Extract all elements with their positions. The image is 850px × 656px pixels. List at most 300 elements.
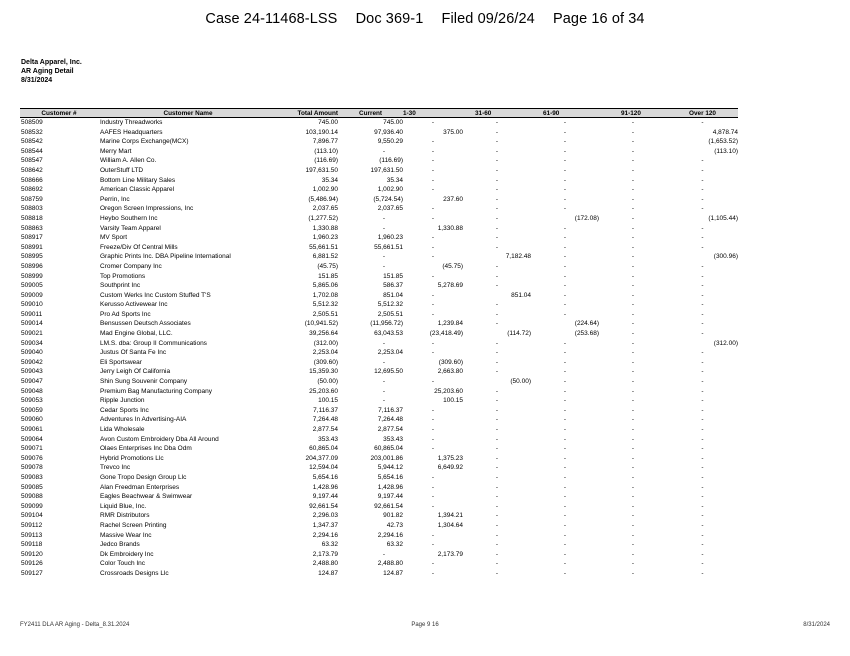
cell-91-120: - [631,358,635,366]
cell-91-120: - [631,253,635,261]
cell-91-120: - [631,368,635,376]
cell-91-120: - [631,560,635,568]
cell-91-120: - [631,119,635,126]
cell-31-60: - [495,349,499,357]
cell-91-120: - [631,301,635,309]
cell-91-120: - [631,502,635,510]
cell-total-amount: 39,256.64 [309,330,338,338]
cell-1-30: - [431,176,435,184]
cell-31-60: - [495,397,499,405]
cell-31-60: - [495,502,499,510]
cell-31-60: - [495,214,499,222]
cell-total-amount: 745.00 [318,119,338,126]
cell-91-120: - [631,291,635,299]
cell-over-120: - [701,445,704,453]
cell-customer-name: AAFES Headquarters [100,128,163,136]
cell-customer-name: MV Sport [100,234,128,242]
cell-61-90: - [563,186,567,194]
cell-customer-name: OuterStuff LTD [100,166,144,174]
table-row [20,550,738,560]
cell-61-90: - [563,416,567,424]
column-header-1-30: 1-30 [403,109,463,118]
cell-total-amount: 5,512.32 [312,301,338,309]
cell-61-90: - [563,435,567,443]
cell-61-90: - [563,512,567,520]
cell-customer-number: 509118 [21,541,43,549]
cell-over-120: - [701,512,704,520]
cell-total-amount: 1,702.08 [312,291,338,299]
cell-1-30: - [431,138,435,146]
cell-customer-number: 509034 [21,339,43,347]
cell-31-60: - [495,521,499,529]
cell-1-30: - [431,214,435,222]
cell-customer-name: Shin Sung Souvenir Company [100,378,188,386]
cell-61-90: - [563,138,567,146]
cell-31-60: - [495,272,499,280]
cell-1-30: - [431,234,435,242]
cell-customer-number: 509005 [21,282,43,290]
cell-91-120: - [631,147,635,155]
cell-current: 5,654.16 [377,473,403,481]
cell-61-90: - [563,473,567,481]
cell-61-90: - [563,157,567,165]
cell-customer-number: 508917 [21,234,43,242]
cell-61-90: - [563,166,567,174]
cell-total-amount: 15,359.30 [309,368,338,376]
cell-1-30: - [431,473,435,481]
cell-31-60: - [495,550,499,558]
table-row [20,300,738,310]
cell-1-30: - [431,166,435,174]
column-header-61-90: 61-90 [531,109,599,118]
cell-61-90: - [563,147,567,155]
cell-over-120: - [701,397,704,405]
cell-customer-name: Hybrid Promotions Llc [100,454,164,462]
cell-61-90: - [563,464,567,472]
cell-1-30: - [431,541,435,549]
cell-customer-number: 509112 [21,521,43,529]
cell-customer-name: Marine Corps Exchange(MCX) [100,138,189,146]
cell-over-120: - [701,157,704,165]
table-row [20,473,738,483]
cell-customer-number: 508759 [21,195,43,203]
cell-61-90: - [563,253,567,261]
cell-current: 745.00 [383,119,403,126]
cell-customer-number: 508995 [21,253,43,261]
cell-total-amount: 2,505.51 [312,310,338,318]
cell-31-60: - [495,301,499,309]
cell-total-amount: 25,203.60 [309,387,338,395]
cell-31-60: - [495,387,499,395]
cell-total-amount: 2,296.03 [312,512,338,520]
cell-31-60: - [495,531,499,539]
table-row [20,425,738,435]
cell-total-amount: 7,896.77 [312,138,338,146]
cell-1-30: - [431,349,435,357]
cell-customer-name: Jedco Brands [100,541,140,549]
cell-31-60: - [495,445,499,453]
cell-over-120: - [701,262,704,270]
cell-1-30: (309.60) [438,358,463,366]
cell-over-120: - [701,243,704,251]
case-number: Case 24-11468-LSS [205,11,338,27]
cell-1-30: - [431,243,435,251]
report-date: 8/31/2024 [21,77,53,84]
table-row [20,454,738,464]
cell-91-120: - [631,493,635,501]
cell-customer-name: Graphic Prints Inc. DBA Pipeline International [100,253,231,261]
cell-customer-name: Bottom Line Military Sales [100,176,176,184]
cell-current: - [382,262,385,270]
cell-current: 1,428.96 [377,483,403,491]
table-row [20,463,738,473]
table-row [20,444,738,454]
footer-filename: FY2411 DLA AR Aging - Delta_8.31.2024 [20,622,130,628]
cell-customer-number: 508863 [21,224,43,232]
cell-over-120: (312.00) [713,339,738,347]
table-row [20,204,738,214]
cell-current: - [382,378,385,386]
cell-current: 7,264.48 [377,416,403,424]
cell-over-120: - [701,205,704,213]
cell-customer-number: 509061 [21,426,43,433]
table-body [20,118,738,579]
cell-1-30: - [431,205,435,213]
column-header-total-amount: Total Amount [278,109,338,118]
cell-customer-name: Merry Mart [100,147,132,155]
cell-customer-number: 509120 [21,550,43,558]
cell-91-120: - [631,387,635,395]
cell-over-120: - [701,473,704,481]
cell-91-120: - [631,397,635,405]
table-row [20,281,738,291]
cell-61-90: - [563,310,567,318]
cell-over-120: - [701,119,704,126]
cell-over-120: 4,878.74 [712,128,738,136]
cell-customer-name: Industry Threadworks [100,119,163,126]
table-row [20,195,738,205]
cell-over-120: - [701,387,704,395]
cell-current: - [382,214,385,222]
cell-customer-number: 509088 [21,493,43,501]
cell-91-120: - [631,483,635,491]
cell-61-90: - [563,454,567,462]
cell-customer-number: 508999 [21,272,43,280]
cell-61-90: (172.08) [574,214,599,222]
table-row [20,435,738,445]
cell-total-amount: (116.69) [314,157,338,165]
cell-customer-number: 509014 [21,320,43,328]
table-row [20,348,738,358]
cell-customer-name: LM.S. dba: Group II Communications [100,339,207,347]
cell-customer-name: Freeze/Div Of Central Mills [100,243,178,251]
table-row [20,252,738,262]
table-row [20,387,738,397]
cell-1-30: 1,394.21 [437,512,463,520]
cell-customer-number: 509042 [21,358,43,366]
cell-current: 63.32 [386,541,403,549]
cell-over-120: - [701,531,704,539]
cell-customer-number: 509085 [21,483,43,491]
table-row [20,569,738,579]
cell-customer-number: 508542 [21,138,43,146]
ar-aging-table [20,108,738,579]
cell-31-60: - [495,147,499,155]
cell-customer-name: Varsity Team Apparel [100,224,161,232]
cell-customer-number: 508996 [21,262,43,270]
cell-1-30: 6,649.92 [437,464,463,472]
column-header-31-60: 31-60 [463,109,531,118]
cell-total-amount: (309.60) [313,358,338,366]
cell-current: 60,865.04 [374,445,403,453]
cell-current: 2,505.51 [377,310,403,318]
table-row [20,156,738,166]
cell-1-30: - [431,483,435,491]
cell-over-120: - [701,406,704,414]
cell-91-120: - [631,195,635,203]
cell-over-120: - [701,282,704,290]
cell-61-90: - [563,243,567,251]
cell-91-120: - [631,531,635,539]
cell-customer-number: 508666 [21,176,43,184]
cell-customer-name: Trevco Inc [100,464,131,472]
cell-1-30: - [431,339,435,347]
cell-91-120: - [631,339,635,347]
table-row [20,511,738,521]
cell-over-120: - [701,521,704,529]
cell-1-30: - [431,426,435,433]
cell-customer-number: 509043 [21,368,43,376]
column-header-customer-name: Customer Name [98,109,278,118]
cell-customer-name: Cromer Company Inc [100,262,162,270]
cell-customer-name: RMR Distributors [100,512,150,520]
cell-customer-name: Eli Sportswear [100,358,142,366]
cell-customer-name: Cedar Sports Inc [100,406,149,414]
cell-31-60: - [495,166,499,174]
table-row [20,147,738,157]
cell-customer-name: Heybo Southern Inc [100,214,158,222]
cell-91-120: - [631,128,635,136]
cell-total-amount: (45.75) [317,262,338,270]
cell-total-amount: 1,960.23 [312,234,338,242]
cell-31-60: - [495,435,499,443]
cell-31-60: - [495,426,499,433]
cell-over-120: - [701,368,704,376]
cell-31-60: - [495,282,499,290]
cell-customer-name: Bensussen Deutsch Associates [100,320,191,328]
cell-91-120: - [631,310,635,318]
cell-customer-number: 509083 [21,473,43,481]
cell-91-120: - [631,157,635,165]
cell-customer-name: Olaes Enterprises Inc Dba Odm [100,445,192,453]
cell-over-120: - [701,569,704,577]
cell-31-60: - [495,128,499,136]
cell-91-120: - [631,243,635,251]
cell-customer-number: 508803 [21,205,43,213]
cell-customer-name: Avon Custom Embroidery Dba All Around [100,435,219,443]
cell-over-120: - [701,224,704,232]
cell-61-90: - [563,339,567,347]
cell-91-120: - [631,176,635,184]
cell-total-amount: 35.34 [321,176,338,184]
cell-total-amount: 92,661.54 [309,502,338,510]
cell-current: 124.87 [383,569,403,577]
cell-over-120: - [701,483,704,491]
cell-customer-name: Custom Werks Inc Custom Stuffed T'S [100,291,211,299]
cell-31-60: - [495,119,499,126]
cell-1-30: - [431,560,435,568]
doc-number: Doc 369-1 [355,11,424,27]
cell-total-amount: 12,594.04 [309,464,338,472]
cell-customer-number: 509059 [21,406,43,414]
cell-over-120: - [701,435,704,443]
table-row [20,185,738,195]
cell-31-60: (50.00) [510,378,531,386]
cell-1-30: - [431,291,435,299]
cell-current: - [382,224,385,232]
cell-customer-number: 509040 [21,349,43,357]
table-row [20,406,738,416]
cell-total-amount: 2,173.79 [312,550,338,558]
cell-31-60: - [495,339,499,347]
cell-customer-name: Mad Engine Global, LLC. [100,330,173,338]
cell-61-90: - [563,368,567,376]
cell-customer-number: 509021 [21,330,43,338]
cell-customer-name: Crossroads Designs Llc [100,569,169,577]
cell-61-90: - [563,234,567,242]
cell-31-60: - [495,358,499,366]
cell-over-120: - [701,378,704,386]
cell-current: - [382,397,385,405]
cell-customer-name: William A. Allen Co. [100,157,157,165]
cell-current: 92,661.54 [374,502,403,510]
table-row [20,166,738,176]
cell-total-amount: 353.43 [318,435,338,443]
cell-91-120: - [631,406,635,414]
table-row [20,128,738,138]
cell-customer-number: 509071 [21,445,43,453]
cell-customer-name: Jerry Leigh Of California [100,368,171,376]
cell-1-30: - [431,435,435,443]
cell-over-120: - [701,195,704,203]
cell-61-90: - [563,358,567,366]
cell-31-60: - [495,454,499,462]
cell-over-120: - [701,176,704,184]
cell-current: 2,488.80 [377,560,403,568]
table-row [20,531,738,541]
table-header-row [20,109,738,118]
cell-91-120: - [631,378,635,386]
cell-61-90: (224.64) [574,320,599,328]
table-row [20,319,738,329]
cell-61-90: - [563,493,567,501]
table-row [20,367,738,377]
cell-over-120: - [701,349,704,357]
cell-current: (11,956.72) [370,320,403,328]
table-row [20,329,738,339]
cell-1-30: (23,418.49) [429,330,463,338]
cell-31-60: - [495,176,499,184]
cell-91-120: - [631,464,635,472]
cell-over-120: - [701,454,704,462]
cell-customer-number: 509064 [21,435,43,443]
cell-customer-name: Adventures In Advertising-AIA [100,416,187,424]
cell-customer-name: Dk Embroidery Inc [100,550,154,558]
cell-91-120: - [631,512,635,520]
cell-current: 1,002.90 [377,186,403,194]
table-row [20,118,738,128]
cell-current: 901.82 [383,512,403,520]
cell-total-amount: 6,881.52 [312,253,338,261]
cell-1-30: 1,239.84 [437,320,463,328]
cell-total-amount: 2,253.04 [312,349,338,357]
cell-31-60: - [495,416,499,424]
cell-61-90: - [563,483,567,491]
cell-over-120: - [701,541,704,549]
cell-over-120: - [701,291,704,299]
cell-91-120: - [631,435,635,443]
cell-customer-name: Liquid Blue, Inc. [100,502,147,510]
cell-current: 586.37 [383,282,403,290]
cell-customer-name: Perrin, Inc [100,195,130,203]
cell-31-60: - [495,310,499,318]
cell-customer-number: 509099 [21,502,43,510]
cell-61-90: - [563,291,567,299]
cell-customer-number: 508991 [21,243,43,251]
cell-61-90: - [563,205,567,213]
cell-1-30: - [431,310,435,318]
cell-61-90: - [563,560,567,568]
cell-customer-number: 508692 [21,186,43,194]
cell-current: 203,001.86 [370,454,403,462]
cell-1-30: 5,278.69 [437,282,463,290]
cell-91-120: - [631,320,635,328]
cell-91-120: - [631,349,635,357]
column-header-current: Current [338,109,403,118]
cell-31-60: - [495,195,499,203]
cell-91-120: - [631,426,635,433]
cell-total-amount: 1,330.88 [312,224,338,232]
cell-customer-number: 509126 [21,560,43,568]
cell-current: - [382,253,385,261]
cell-31-60: - [495,493,499,501]
cell-61-90: - [563,541,567,549]
cell-customer-name: American Classic Apparel [100,186,175,194]
cell-over-120: - [701,426,704,433]
company-name: Delta Apparel, Inc. [21,59,82,66]
cell-31-60: - [495,186,499,194]
cell-31-60: - [495,205,499,213]
cell-total-amount: (10,941.52) [304,320,338,328]
table-row [20,483,738,493]
cell-total-amount: 7,116.37 [313,406,338,414]
cell-total-amount: 5,654.16 [312,473,338,481]
cell-31-60: (114.72) [507,330,531,338]
cell-customer-number: 509053 [21,397,43,405]
cell-customer-name: Rachel Screen Printing [100,521,167,529]
cell-customer-name: Premium Bag Manufacturing Company [100,387,212,395]
table-row [20,339,738,349]
cell-1-30: - [431,119,435,126]
cell-total-amount: 2,294.16 [312,531,338,539]
cell-total-amount: (113.10) [314,147,338,155]
cell-customer-name: Alan Freedman Enterprises [100,483,180,491]
cell-1-30: - [431,378,435,386]
cell-over-120: - [701,330,704,338]
cell-31-60: - [495,234,499,242]
cell-1-30: 1,375.23 [437,454,463,462]
cell-31-60: - [495,320,499,328]
